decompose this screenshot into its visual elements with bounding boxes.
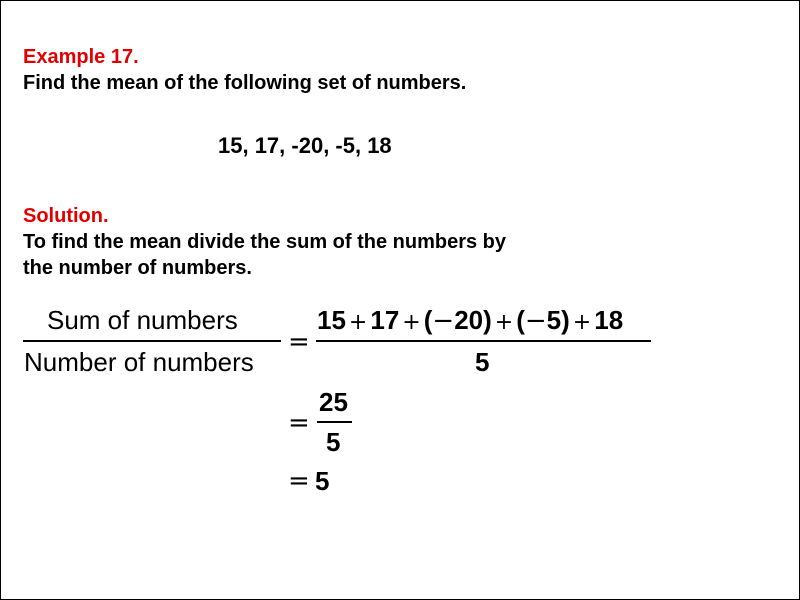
- minus-sign: −: [432, 306, 455, 336]
- plus-sign: +: [402, 310, 421, 335]
- plus-sign: +: [572, 310, 592, 335]
- fraction-bar-sum: [316, 340, 651, 342]
- fraction-bar-step2: [317, 421, 352, 423]
- paren-open: (: [423, 305, 433, 335]
- number-set: 15, 17, -20, -5, 18: [218, 133, 392, 158]
- equals-sign-2: =: [288, 408, 310, 438]
- step2-denominator: 5: [326, 427, 341, 457]
- term-15: 15: [317, 305, 346, 335]
- equals-sign-3: =: [288, 466, 310, 496]
- plus-sign: +: [494, 310, 514, 335]
- term-18: 18: [594, 305, 624, 335]
- plus-sign: +: [348, 310, 368, 335]
- equals-sign-1: =: [288, 327, 310, 357]
- solution-text-line-1: To find the mean divide the sum of the numbers by: [23, 231, 507, 253]
- solution-title: Solution.: [23, 205, 109, 227]
- fraction-bar-left: [23, 340, 281, 342]
- paren-open: (: [516, 305, 525, 335]
- problem-prompt: Find the mean of the following set of numbers.: [23, 72, 467, 94]
- step2-numerator: 25: [319, 387, 348, 417]
- solution-text-line-2: the number of numbers.: [23, 257, 252, 279]
- term-20: 20): [454, 305, 492, 335]
- step1-denominator: 5: [475, 347, 490, 377]
- term-17: 17: [370, 305, 400, 335]
- minus-sign: −: [524, 306, 547, 336]
- term-5: 5): [546, 305, 570, 335]
- sum-expression: [317, 305, 623, 338]
- fraction-denominator-label: Number of numbers: [24, 347, 254, 377]
- fraction-numerator-label: Sum of numbers: [47, 305, 238, 335]
- result-value: 5: [315, 466, 330, 496]
- example-title: Example 17.: [23, 46, 139, 68]
